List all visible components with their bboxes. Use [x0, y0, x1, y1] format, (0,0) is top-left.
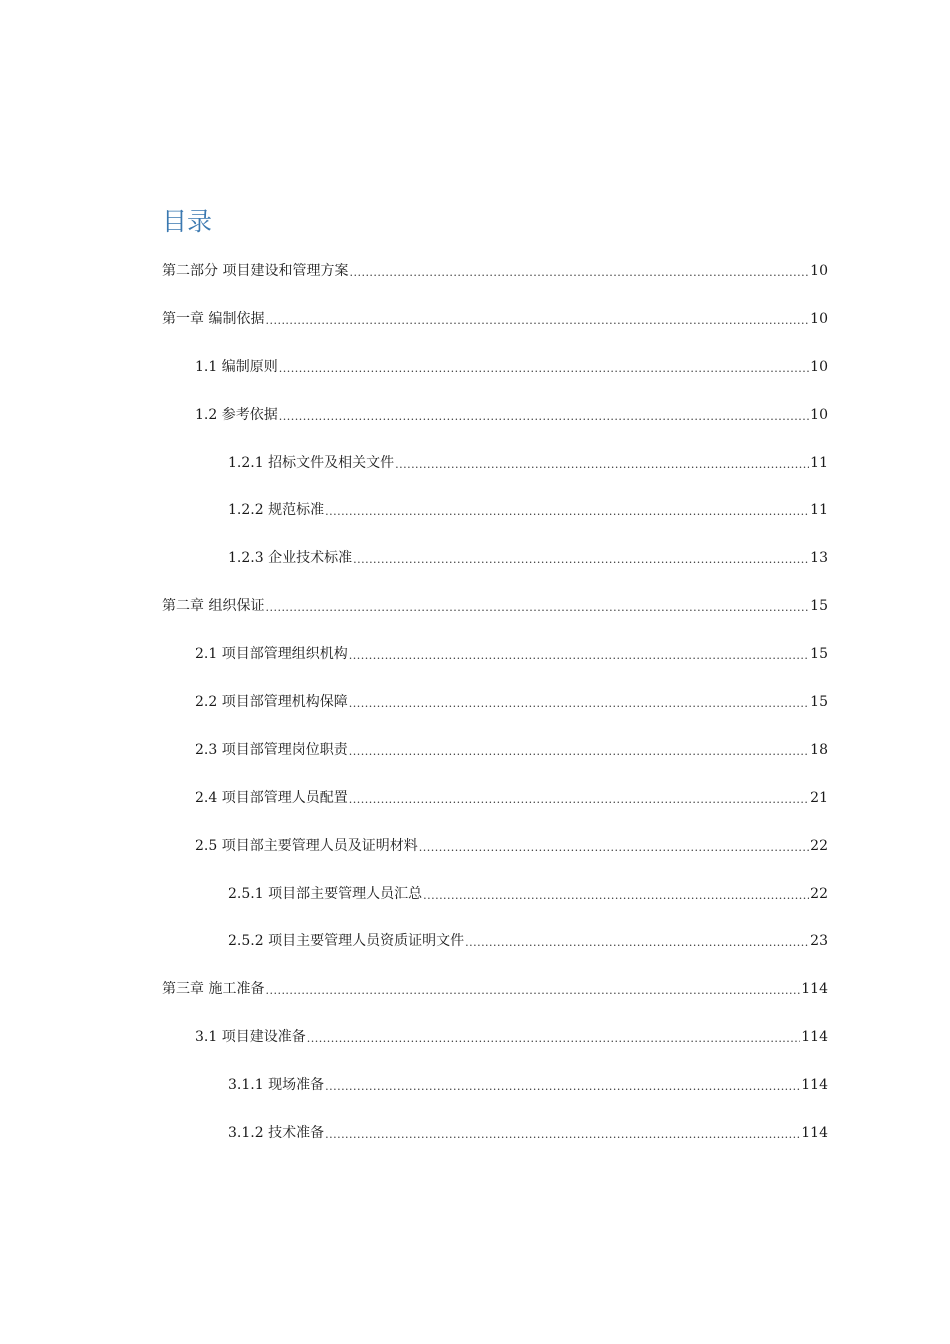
toc-entry[interactable]	[162, 774, 828, 822]
toc-entry-text: 3.1.1 现场准备	[228, 1077, 325, 1094]
toc-entry[interactable]	[162, 1109, 828, 1157]
toc-dot-leader	[279, 359, 809, 379]
toc-dot-leader	[419, 838, 809, 858]
toc-dot-leader	[349, 790, 809, 810]
toc-entry-text: 第二部分 项目建设和管理方案	[162, 262, 349, 279]
toc-entry[interactable]	[162, 1061, 828, 1109]
toc-page-number: 15	[810, 598, 828, 615]
toc-page-number: 21	[810, 789, 828, 806]
toc-dot-leader	[325, 1077, 800, 1097]
toc-entry-text: 3.1.2 技术准备	[228, 1124, 325, 1141]
toc-entry[interactable]	[162, 439, 828, 487]
toc-entry-text: 2.5 项目部主要管理人员及证明材料	[195, 837, 418, 854]
toc-page-number: 15	[810, 646, 828, 663]
toc-entry[interactable]	[162, 822, 828, 870]
toc-entry[interactable]	[162, 870, 828, 918]
toc-page-number: 11	[810, 502, 828, 519]
toc-dot-leader	[353, 550, 809, 570]
toc-dot-leader	[349, 694, 809, 714]
toc-entry[interactable]	[162, 486, 828, 534]
toc-dot-leader	[465, 933, 809, 953]
toc-dot-leader	[325, 1125, 800, 1145]
toc-page-number: 114	[801, 1029, 828, 1046]
toc-entry-text: 1.2.3 企业技术标准	[228, 550, 353, 567]
toc-dot-leader	[325, 502, 809, 522]
toc-dot-leader	[349, 646, 809, 666]
toc-entry-text: 1.1 编制原则	[195, 358, 278, 375]
toc-entry[interactable]	[162, 917, 828, 965]
toc-entry[interactable]	[162, 391, 828, 439]
toc-title: 目录	[162, 207, 213, 236]
toc-entry-text: 2.1 项目部管理组织机构	[195, 646, 348, 663]
toc-page-number: 11	[810, 454, 828, 471]
toc-entry-text: 第一章 编制依据	[162, 310, 265, 327]
toc-entry[interactable]	[162, 295, 828, 343]
toc-entry[interactable]	[162, 726, 828, 774]
toc-dot-leader	[349, 742, 809, 762]
toc-dot-leader	[279, 407, 809, 427]
toc-entry-text: 2.4 项目部管理人员配置	[195, 789, 348, 806]
toc-entry[interactable]	[162, 965, 828, 1013]
toc-dot-leader	[265, 981, 800, 1001]
toc-dot-leader	[265, 311, 809, 331]
toc-page-number: 13	[810, 550, 828, 567]
toc-entry-text: 第三章 施工准备	[162, 981, 265, 998]
toc-entry-text: 2.2 项目部管理机构保障	[195, 693, 348, 710]
toc-page-number: 114	[801, 1077, 828, 1094]
toc-entry-text: 1.2.2 规范标准	[228, 502, 325, 519]
toc-list	[162, 247, 828, 1157]
toc-entry[interactable]	[162, 343, 828, 391]
toc-entry[interactable]	[162, 1013, 828, 1061]
toc-entry-text: 2.5.1 项目部主要管理人员汇总	[228, 885, 423, 902]
toc-page-number: 15	[810, 693, 828, 710]
toc-entry-text: 第二章 组织保证	[162, 598, 265, 615]
toc-dot-leader	[265, 598, 809, 618]
toc-entry-text: 2.5.2 项目主要管理人员资质证明文件	[228, 933, 465, 950]
toc-dot-leader	[307, 1029, 801, 1049]
toc-page-number: 18	[810, 741, 828, 758]
toc-page-number: 10	[810, 262, 828, 279]
toc-page-number: 10	[810, 310, 828, 327]
toc-page-number: 114	[801, 981, 828, 998]
toc-page-number: 10	[810, 358, 828, 375]
toc-page-number: 22	[810, 837, 828, 854]
toc-dot-leader	[395, 455, 809, 475]
toc-entry[interactable]	[162, 582, 828, 630]
toc-entry-text: 1.2 参考依据	[195, 406, 278, 423]
toc-dot-leader	[349, 263, 809, 283]
toc-page-number: 22	[810, 885, 828, 902]
toc-entry[interactable]	[162, 247, 828, 295]
toc-page-number: 23	[810, 933, 828, 950]
toc-dot-leader	[423, 886, 809, 906]
toc-entry-text: 3.1 项目建设准备	[195, 1029, 306, 1046]
toc-entry[interactable]	[162, 630, 828, 678]
toc-entry[interactable]	[162, 678, 828, 726]
toc-entry-text: 1.2.1 招标文件及相关文件	[228, 454, 395, 471]
toc-entry[interactable]	[162, 534, 828, 582]
toc-page-number: 10	[810, 406, 828, 423]
toc-page-number: 114	[801, 1124, 828, 1141]
toc-entry-text: 2.3 项目部管理岗位职责	[195, 741, 348, 758]
